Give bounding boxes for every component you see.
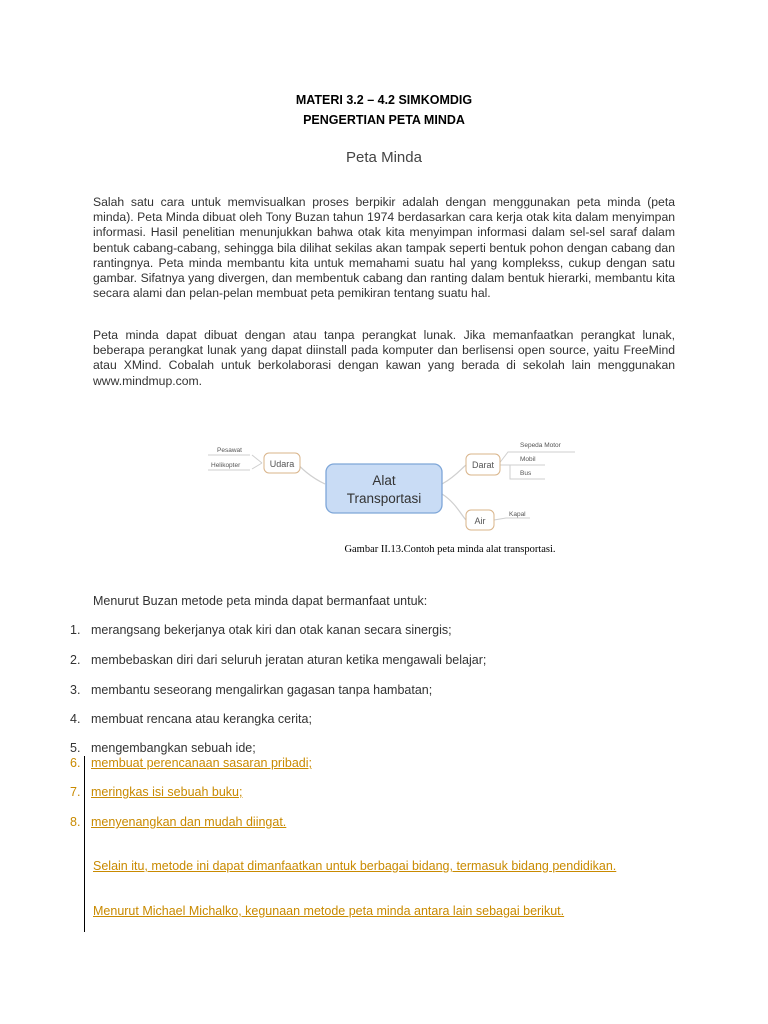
paragraph-software: Peta minda dapat dibuat dengan atau tanpa perangkat lunak. Jika memanfaatkan perangkat lunak, beberapa perangkat lunak yang dapat diinstall pada komputer dan berlisensi open source, yaitu FreeMind atau XMind. Cobalah untuk berkolaborasi dengan kawan yang berada di sekolah lain menggunakan www.mindmup.com. [93,328,675,388]
mindmap-label-air: Air [474,516,486,526]
list-item-text: merangsang bekerjanya otak kiri dan otak kanan secara sinergis; [91,623,452,637]
list-item-number: 5. [70,741,81,755]
figure-caption: Gambar II.13.Contoh peta minda alat transportasi. [344,544,556,555]
mindmap-label-sepeda-motor: Sepeda Motor [520,442,561,449]
list-item-text: membuat rencana atau kerangka cerita; [91,712,312,726]
mindmap-center-label-2: Transportasi [346,491,422,506]
list-item-inserted [70,756,312,770]
list-item-text: membuat perencanaan sasaran pribadi; [91,756,312,770]
list-item-number: 3. [70,683,81,697]
list-item [70,741,256,755]
list-item [70,623,452,637]
list-item-inserted [70,815,286,829]
list-item-text: mengembangkan sebuah ide; [91,741,256,755]
inserted-note-paragraph: Menurut Michael Michalko, kegunaan metode peta minda antara lain sebagai berikut. [93,904,565,918]
mindmap-label-darat: Darat [471,460,495,470]
list-item-text: membebaskan diri dari seluruh jeratan aturan ketika mengawali belajar; [91,653,487,667]
mindmap-label-kapal: Kapal [509,511,526,518]
track-changes-bar [84,756,85,932]
document-title-line2: PENGERTIAN PETA MINDA [303,113,465,127]
list-item-number: 6. [70,756,81,770]
list-item-number: 1. [70,623,81,637]
mindmap-label-udara: Udara [269,459,295,469]
section-heading: Peta Minda [346,149,422,166]
mindmap-figure [200,432,590,532]
mindmap-label-bus: Bus [520,470,532,477]
mindmap-label-helikopter: Helikopter [211,462,241,469]
mindmap-label-pesawat: Pesawat [217,447,242,454]
mindmap-center-label-1: Alat [372,473,396,488]
list-item-inserted [70,785,242,799]
list-item-text: menyenangkan dan mudah diingat. [91,815,287,829]
list-item [70,712,312,726]
paragraph-intro: Salah satu cara untuk memvisualkan proses berpikir adalah dengan menggunakan peta minda (peta minda). Peta Minda dibuat oleh Tony Buzan tahun 1974 berdasarkan cara kerja otak kita dalam menyimpan informasi. Hasil penelitian menunjukkan bahwa otak kita menyimpan informasi dalam sel-sel saraf dalam bentuk cabang-cabang, sehingga bila dilihat sekilas akan tampak seperti bentuk pohon dengan cabang dan rantingnya. Peta minda membantu kita untuk memahami suatu hal yang komplekss, cukup dengan satu gambar. Sifatnya yang divergen, dan membentuk cabang dan ranting dalam bentuk hierarki, membantu kita secara alami dan pelan-pelan membuat peta pemikiran tentang suatu hal. [93,195,675,301]
list-item-number: 4. [70,712,81,726]
list-item-number: 8. [70,815,81,829]
mindmap-label-mobil: Mobil [520,456,536,463]
list-item-text: meringkas isi sebuah buku; [91,785,243,799]
list-item-number: 2. [70,653,81,667]
inserted-note-paragraph: Selain itu, metode ini dapat dimanfaatkan untuk berbagai bidang, termasuk bidang pendidikan. [93,859,617,873]
list-intro: Menurut Buzan metode peta minda dapat bermanfaat untuk: [93,594,428,608]
list-item [70,653,486,667]
list-item [70,683,432,697]
list-item-number: 7. [70,785,81,799]
document-title-line1: MATERI 3.2 – 4.2 SIMKOMDIG [295,93,473,107]
list-item-text: membantu seseorang mengalirkan gagasan tanpa hambatan; [91,683,433,697]
